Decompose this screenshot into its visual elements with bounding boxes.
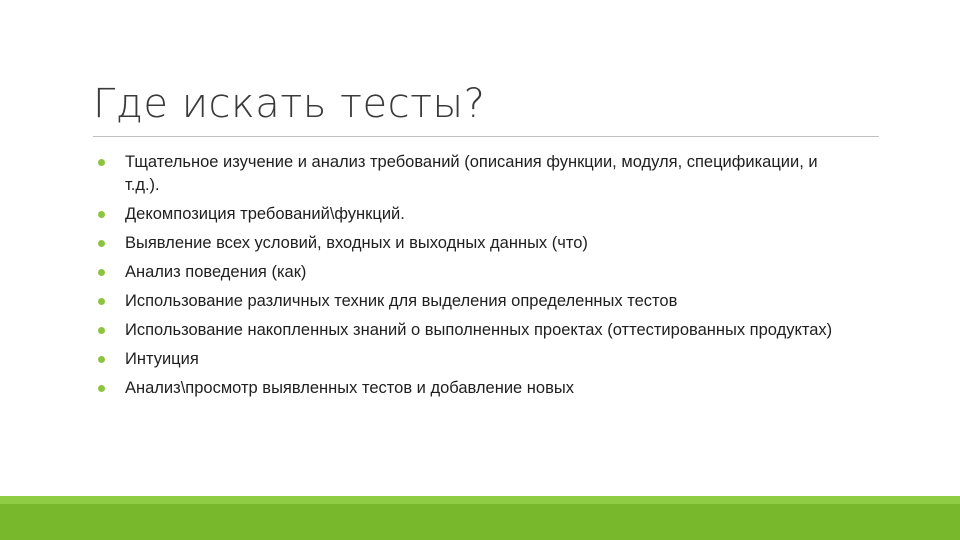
bullet-text: Тщательное изучение и анализ требований (описания функции, модуля, спецификации, и т.д.). bbox=[125, 153, 818, 194]
bullet-text: Использование различных техник для выделения определенных тестов bbox=[125, 292, 678, 310]
green-dot-icon bbox=[98, 356, 105, 363]
bullet-text: Выявление всех условий, входных и выходных данных (что) bbox=[125, 234, 588, 252]
green-dot-icon bbox=[98, 240, 105, 247]
bullet-list bbox=[98, 151, 838, 406]
green-dot-icon bbox=[98, 327, 105, 334]
green-dot-icon bbox=[98, 211, 105, 218]
green-dot-icon bbox=[98, 385, 105, 392]
bullet-text: Декомпозиция требований\функций. bbox=[125, 205, 405, 223]
footer-bar-accent bbox=[0, 496, 960, 504]
bullet-item bbox=[98, 232, 838, 255]
green-dot-icon bbox=[98, 298, 105, 305]
bullet-item bbox=[98, 151, 838, 197]
bullet-item bbox=[98, 290, 838, 313]
bullet-text: Интуиция bbox=[125, 350, 199, 368]
bullet-text: Анализ поведения (как) bbox=[125, 263, 307, 281]
title-divider bbox=[93, 136, 879, 137]
bullet-item bbox=[98, 377, 838, 400]
green-dot-icon bbox=[98, 159, 105, 166]
green-dot-icon bbox=[98, 269, 105, 276]
bullet-item bbox=[98, 348, 838, 371]
bullet-text: Анализ\просмотр выявленных тестов и добавление новых bbox=[125, 379, 574, 397]
slide-title: Где искать тесты? bbox=[93, 81, 486, 127]
bullet-item bbox=[98, 319, 838, 342]
bullet-item bbox=[98, 261, 838, 284]
bullet-item bbox=[98, 203, 838, 226]
bullet-text: Использование накопленных знаний о выполненных проектах (оттестированных продуктах) bbox=[125, 321, 833, 339]
